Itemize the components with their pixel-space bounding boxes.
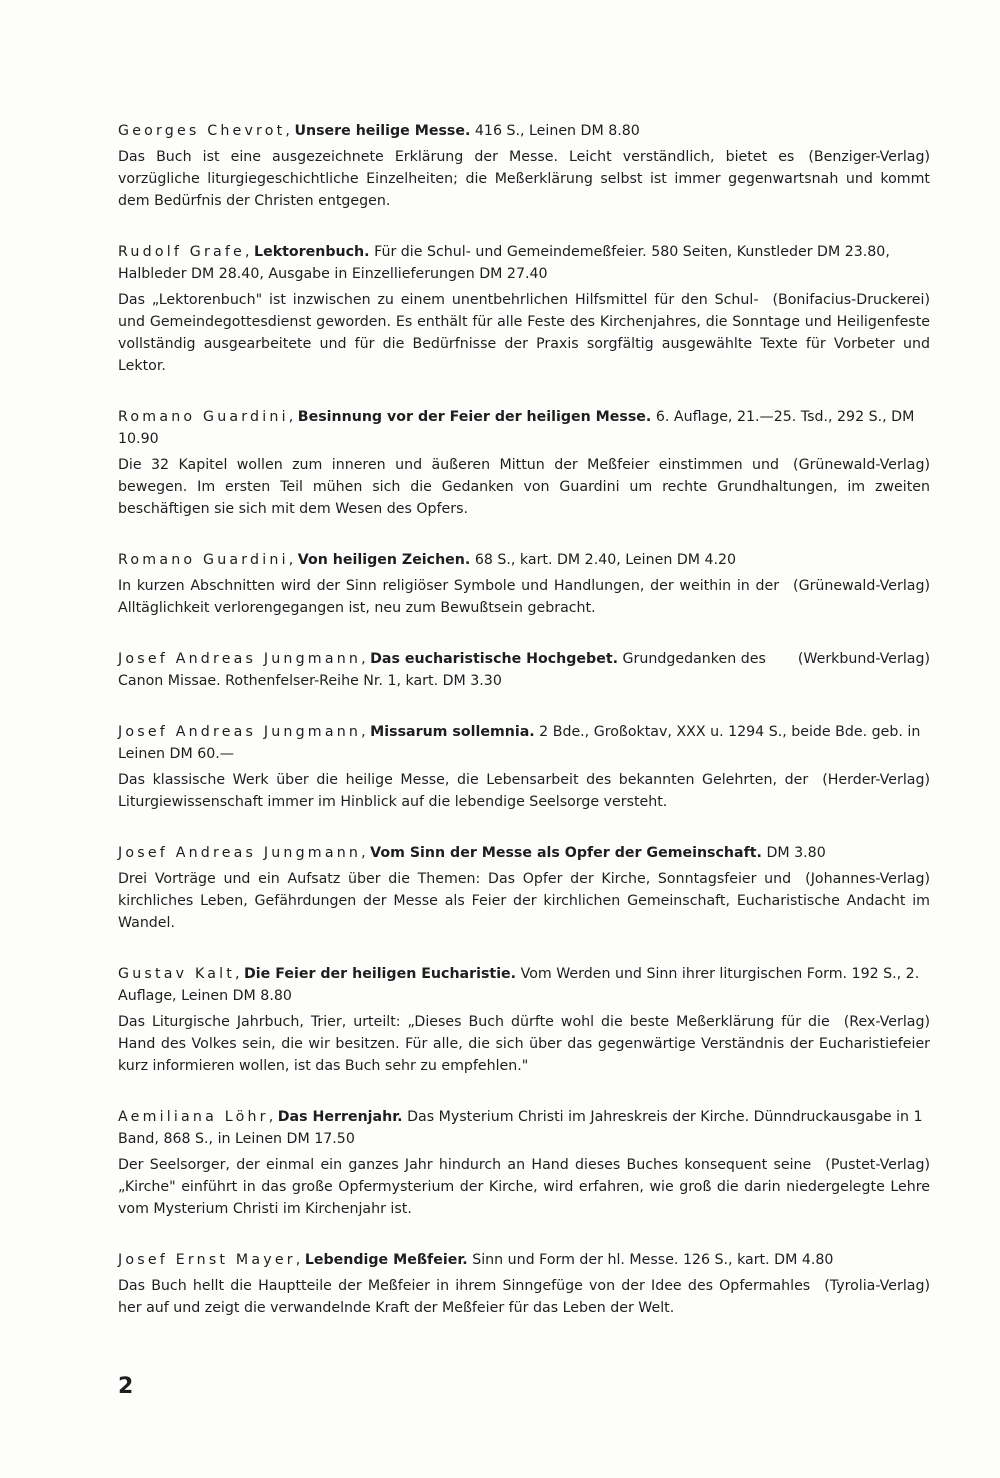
book-details: Vom Werden und Sinn ihrer liturgischen Form. 192 S., 2. Auflage, Leinen DM 8.80 xyxy=(118,966,920,1004)
book-title: Unsere heilige Messe. xyxy=(294,123,471,139)
book-details: 68 S., kart. DM 2.40, Leinen DM 4.20 xyxy=(474,552,737,568)
book-description xyxy=(118,146,930,212)
description-text: Das Buch ist eine ausgezeichnete Erklärung der Messe. Leicht verständlich, bietet es vorzügliche liturgiegeschichtliche Einzelheiten; die Meßerklärung selbst ist immer gegenwartsnah und kommt dem Bedürfnis der Christen entgegen. xyxy=(118,149,930,209)
author-name: Aemiliana Löhr xyxy=(118,1109,269,1125)
book-details: Für die Schul- und Gemeindemeßfeier. 580 Seiten, Kunstleder DM 23.80, Halbleder DM 28.40, Ausgabe in Einzellieferungen DM 27.40 xyxy=(118,244,890,282)
book-details: Das Mysterium Christi im Jahreskreis der Kirche. Dünndruckausgabe in 1 Band, 868 S., in Leinen DM 17.50 xyxy=(118,1109,923,1147)
book-title: Lektorenbuch. xyxy=(254,244,370,260)
book-title: Vom Sinn der Messe als Opfer der Gemeinschaft. xyxy=(370,845,762,861)
book-title: Missarum sollemnia. xyxy=(370,724,535,740)
book-entry xyxy=(118,1249,930,1319)
book-details: Grundgedanken des Canon Missae. Rothenfelser-Reihe Nr. 1, kart. DM 3.30 xyxy=(118,651,766,689)
book-description xyxy=(118,769,930,813)
publisher: (Werkbund-Verlag) xyxy=(797,651,930,667)
entry-heading: Aemiliana Löhr, Das Herrenjahr. Das Mysterium Christi im Jahreskreis der Kirche. Dünndruckausgabe in 1 Band, 868 S., in Leinen DM 17.50 xyxy=(118,1109,923,1147)
entry-heading: Romano Guardini, Von heiligen Zeichen. 68 S., kart. DM 2.40, Leinen DM 4.20 xyxy=(118,552,737,568)
book-description xyxy=(118,1011,930,1077)
publisher: (Grünewald-Verlag) xyxy=(793,457,930,473)
book-details: 2 Bde., Großoktav, XXX u. 1294 S., beide Bde. geb. in Leinen DM 60.— xyxy=(118,724,921,762)
book-entry xyxy=(118,963,930,1077)
book-entry xyxy=(118,406,930,520)
book-list xyxy=(118,120,930,1348)
entry-heading: Gustav Kalt, Die Feier der heiligen Eucharistie. Vom Werden und Sinn ihrer liturgischen Form. 192 S., 2. Auflage, Leinen DM 8.80 xyxy=(118,966,920,1004)
publisher: (Bonifacius-Druckerei) xyxy=(772,292,930,308)
book-description xyxy=(118,575,930,619)
author-name: Rudolf Grafe xyxy=(118,244,245,260)
description-text: Das klassische Werk über die heilige Messe, die Lebensarbeit des bekannten Gelehrten, der Liturgiewissenschaft immer im Hinblick auf die lebendige Seelsorge versteht. xyxy=(118,772,809,810)
entry-heading: Josef Andreas Jungmann, Missarum sollemnia. 2 Bde., Großoktav, XXX u. 1294 S., beide Bde. geb. in Leinen DM 60.— xyxy=(118,724,921,762)
description-text: Der Seelsorger, der einmal ein ganzes Jahr hindurch an Hand dieses Buches konsequent seine „Kirche" einführt in das große Opfermysterium der Kirche, wird erfahren, wie groß die darin niedergelegte Lehre vom Mysterium Christi im Kirchenjahr ist. xyxy=(118,1157,930,1217)
description-text: Drei Vorträge und ein Aufsatz über die Themen: Das Opfer der Kirche, Sonntagsfeier und kirchliches Leben, Gefährdungen der Messe als Feier der kirchlichen Gemeinschaft, Eucharistische Andacht im Wandel. xyxy=(118,871,930,931)
entry-heading: Georges Chevrot, Unsere heilige Messe. 416 S., Leinen DM 8.80 xyxy=(118,123,640,139)
book-details: Sinn und Form der hl. Messe. 126 S., kart. DM 4.80 xyxy=(472,1252,834,1268)
description-text: Das Liturgische Jahrbuch, Trier, urteilt: „Dieses Buch dürfte wohl die beste Meßerklärung für die Hand des Volkes sein, die wir besitzen. Für alle, die sich über das gegenwärtige Verständnis der Eucharistiefeier kurz informieren wollen, ist das Buch sehr zu empfehlen." xyxy=(118,1014,930,1074)
book-description xyxy=(118,868,930,934)
description-text: In kurzen Abschnitten wird der Sinn religiöser Symbole und Handlungen, der weithin in der Alltäglichkeit verlorengegangen ist, neu zum Bewußtsein gebracht. xyxy=(118,578,780,616)
book-description xyxy=(118,454,930,520)
book-entry xyxy=(118,648,930,692)
entry-heading: Josef Ernst Mayer, Lebendige Meßfeier. Sinn und Form der hl. Messe. 126 S., kart. DM 4.80 xyxy=(118,1252,834,1268)
publisher: (Grünewald-Verlag) xyxy=(793,578,930,594)
book-entry xyxy=(118,549,930,619)
author-name: Gustav Kalt xyxy=(118,966,235,982)
author-name: Romano Guardini xyxy=(118,552,289,568)
entry-heading: Josef Andreas Jungmann, Vom Sinn der Messe als Opfer der Gemeinschaft. DM 3.80 xyxy=(118,845,826,861)
book-entry xyxy=(118,721,930,813)
book-details: DM 3.80 xyxy=(766,845,826,861)
publisher: (Herder-Verlag) xyxy=(822,772,930,788)
publisher: (Pustet-Verlag) xyxy=(825,1157,930,1173)
author-name: Josef Andreas Jungmann xyxy=(118,845,362,861)
book-description xyxy=(118,289,930,377)
book-title: Lebendige Meßfeier. xyxy=(304,1252,468,1268)
author-name: Josef Andreas Jungmann xyxy=(118,724,362,740)
book-details: 416 S., Leinen DM 8.80 xyxy=(474,123,640,139)
book-description xyxy=(118,1275,930,1319)
book-title: Besinnung vor der Feier der heiligen Messe. xyxy=(297,409,652,425)
book-title: Von heiligen Zeichen. xyxy=(297,552,471,568)
author-name: Georges Chevrot xyxy=(118,123,286,139)
book-entry xyxy=(118,1106,930,1220)
book-title: Das eucharistische Hochgebet. xyxy=(370,651,619,667)
author-name: Josef Ernst Mayer xyxy=(118,1252,296,1268)
publisher: (Rex-Verlag) xyxy=(843,1014,930,1030)
book-entry xyxy=(118,241,930,377)
description-text: Die 32 Kapitel wollen zum inneren und äußeren Mittun der Meßfeier einstimmen und bewegen. Im ersten Teil mühen sich die Gedanken von Guardini um rechte Grundhaltungen, im zweiten beschäftigen sie sich mit dem Wesen des Opfers. xyxy=(118,457,930,517)
book-entry xyxy=(118,842,930,934)
author-name: Romano Guardini xyxy=(118,409,289,425)
book-details: 6. Auflage, 21.—25. Tsd., 292 S., DM 10.90 xyxy=(118,409,915,447)
book-description xyxy=(118,1154,930,1220)
book-title: Das Herrenjahr. xyxy=(277,1109,403,1125)
book-title: Die Feier der heiligen Eucharistie. xyxy=(244,966,517,982)
author-name: Josef Andreas Jungmann xyxy=(118,651,362,667)
description-text: Das Buch hellt die Hauptteile der Meßfeier in ihrem Sinngefüge von der Idee des Opfermahles her auf und zeigt die verwandelnde Kraft der Meßfeier für das Leben der Welt. xyxy=(118,1278,811,1316)
publisher: (Tyrolia-Verlag) xyxy=(824,1278,930,1294)
entry-heading: (Werkbund-Verlag) Josef Andreas Jungmann, Das eucharistische Hochgebet. Grundgedanken des Canon Missae. Rothenfelser-Reihe Nr. 1, kart. DM 3.30 xyxy=(118,648,930,692)
entry-heading: Romano Guardini, Besinnung vor der Feier der heiligen Messe. 6. Auflage, 21.—25. Tsd., 292 S., DM 10.90 xyxy=(118,409,915,447)
publisher: (Johannes-Verlag) xyxy=(805,871,930,887)
entry-heading: Rudolf Grafe, Lektorenbuch. Für die Schul- und Gemeindemeßfeier. 580 Seiten, Kunstleder DM 23.80, Halbleder DM 28.40, Ausgabe in Einzellieferungen DM 27.40 xyxy=(118,244,890,282)
book-entry xyxy=(118,120,930,212)
publisher: (Benziger-Verlag) xyxy=(808,149,930,165)
page-number: 2 xyxy=(118,1374,134,1399)
description-text: Das „Lektorenbuch" ist inzwischen zu einem unentbehrlichen Hilfsmittel für den Schul- und Gemeindegottesdienst geworden. Es enthält für alle Feste des Kirchenjahres, die Sonntage und Heiligenfeste vollständig ausgearbeitete und für die Bedürfnisse der Praxis sorgfältig ausgewählte Texte für Vorbeter und Lektor. xyxy=(118,292,930,374)
